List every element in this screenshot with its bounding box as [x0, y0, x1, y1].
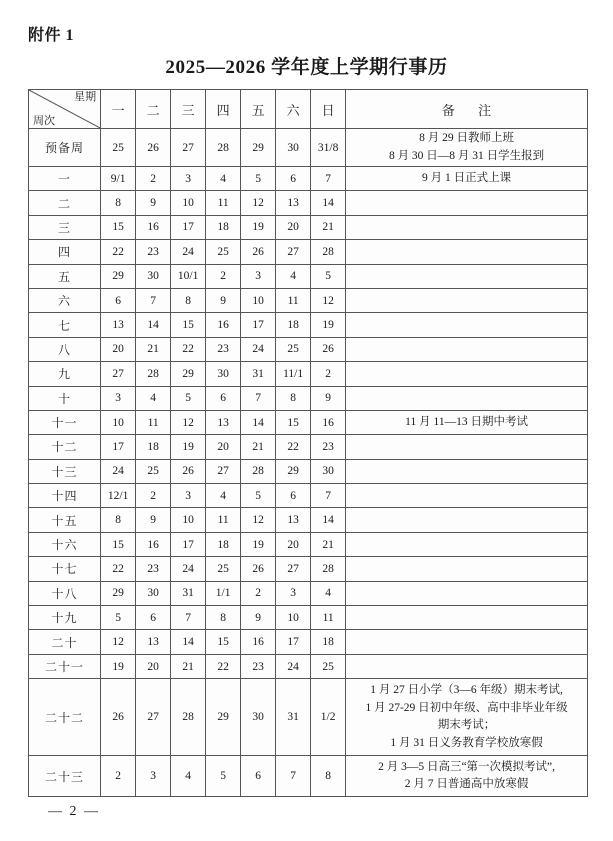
date-cell: 5: [171, 386, 206, 410]
remark-cell: [346, 581, 588, 605]
date-cell: 30: [206, 362, 241, 386]
remark-cell: [346, 362, 588, 386]
table-row: [29, 288, 588, 312]
date-cell: 2: [206, 264, 241, 288]
date-cell: 29: [206, 679, 241, 756]
date-cell: 27: [101, 362, 136, 386]
date-cell: 16: [311, 410, 346, 434]
date-cell: 3: [171, 167, 206, 191]
date-cell: 23: [241, 654, 276, 678]
date-cell: 22: [171, 337, 206, 361]
table-row: [29, 581, 588, 605]
week-label-cell: 十四: [29, 484, 101, 508]
date-cell: 10: [276, 606, 311, 630]
date-cell: 20: [136, 654, 171, 678]
date-cell: 25: [136, 459, 171, 483]
date-cell: 6: [136, 606, 171, 630]
remark-cell: [346, 240, 588, 264]
date-cell: 11: [206, 191, 241, 215]
date-cell: 16: [206, 313, 241, 337]
remark-cell: [346, 435, 588, 459]
weekday-header-thu: 四: [206, 90, 241, 129]
date-cell: 29: [101, 264, 136, 288]
table-row: [29, 435, 588, 459]
date-cell: 9: [136, 508, 171, 532]
date-cell: 21: [241, 435, 276, 459]
remark-cell: [346, 191, 588, 215]
date-cell: 18: [311, 630, 346, 654]
date-cell: 18: [206, 215, 241, 239]
table-row: [29, 756, 588, 797]
date-cell: 6: [241, 756, 276, 797]
date-cell: 8: [171, 288, 206, 312]
date-cell: 28: [136, 362, 171, 386]
weekday-header-sun: 日: [311, 90, 346, 129]
date-cell: 7: [276, 756, 311, 797]
table-row: [29, 630, 588, 654]
date-cell: 3: [101, 386, 136, 410]
date-cell: 26: [101, 679, 136, 756]
date-cell: 15: [276, 410, 311, 434]
weekday-header-mon: 一: [101, 90, 136, 129]
table-row: [29, 337, 588, 361]
date-cell: 17: [241, 313, 276, 337]
date-cell: 17: [171, 532, 206, 556]
remark-line: 1 月 31 日义务教育学校放寒假: [390, 736, 543, 749]
date-cell: 20: [276, 215, 311, 239]
date-cell: 25: [101, 129, 136, 167]
date-cell: 21: [311, 215, 346, 239]
date-cell: 27: [206, 459, 241, 483]
date-cell: 24: [241, 337, 276, 361]
remark-line: 1 月 27 日小学（3—6 年级）期末考试,: [370, 684, 563, 697]
date-cell: 15: [206, 630, 241, 654]
date-cell: 6: [276, 167, 311, 191]
date-cell: 20: [206, 435, 241, 459]
date-cell: 2: [136, 167, 171, 191]
date-cell: 4: [311, 581, 346, 605]
date-cell: 28: [311, 240, 346, 264]
date-cell: 7: [241, 386, 276, 410]
remark-cell: [346, 484, 588, 508]
page-title: 2025—2026 学年度上学期行事历: [165, 57, 448, 78]
date-cell: 1/2: [311, 679, 346, 756]
date-cell: 19: [101, 654, 136, 678]
remark-cell: [346, 654, 588, 678]
date-cell: 7: [311, 167, 346, 191]
date-cell: 22: [206, 654, 241, 678]
table-row: [29, 215, 588, 239]
remark-cell: [346, 167, 588, 191]
date-cell: 30: [136, 264, 171, 288]
date-cell: 20: [101, 337, 136, 361]
corner-weekday-label: 星期: [74, 91, 97, 103]
date-cell: 18: [136, 435, 171, 459]
date-cell: 2: [241, 581, 276, 605]
date-cell: 28: [311, 557, 346, 581]
remark-cell: [346, 386, 588, 410]
date-cell: 4: [136, 386, 171, 410]
date-cell: 12: [171, 410, 206, 434]
week-label-cell: 二: [29, 191, 101, 215]
date-cell: 31: [276, 679, 311, 756]
date-cell: 8: [276, 386, 311, 410]
date-cell: 8: [206, 606, 241, 630]
date-cell: 8: [101, 508, 136, 532]
remark-line: 2 月 3—5 日高三“第一次模拟考试”,: [378, 760, 556, 773]
date-cell: 26: [241, 557, 276, 581]
date-cell: 11/1: [276, 362, 311, 386]
weekday-header-tue: 二: [136, 90, 171, 129]
date-cell: 14: [311, 508, 346, 532]
date-cell: 8: [311, 756, 346, 797]
week-label-cell: 八: [29, 337, 101, 361]
date-cell: 12: [311, 288, 346, 312]
date-cell: 29: [101, 581, 136, 605]
date-cell: 30: [241, 679, 276, 756]
table-row: [29, 508, 588, 532]
date-cell: 22: [276, 435, 311, 459]
remark-cell: [346, 337, 588, 361]
table-row: [29, 532, 588, 556]
remark-cell: [346, 129, 588, 167]
date-cell: 26: [241, 240, 276, 264]
remark-line: 9 月 1 日正式上课: [422, 171, 512, 184]
date-cell: 3: [241, 264, 276, 288]
date-cell: 28: [206, 129, 241, 167]
remark-line: 8 月 30 日—8 月 31 日学生报到: [388, 149, 545, 162]
date-cell: 28: [241, 459, 276, 483]
date-cell: 10: [171, 191, 206, 215]
date-cell: 29: [241, 129, 276, 167]
date-cell: 5: [241, 484, 276, 508]
date-cell: 19: [171, 435, 206, 459]
remarks-header: 备 注: [346, 90, 588, 129]
date-cell: 15: [101, 215, 136, 239]
date-cell: 31: [241, 362, 276, 386]
date-cell: 7: [171, 606, 206, 630]
week-label-cell: 十七: [29, 557, 101, 581]
remark-line: 11 月 11—13 日期中考试: [405, 415, 528, 428]
date-cell: 14: [171, 630, 206, 654]
weekday-header-wed: 三: [171, 90, 206, 129]
date-cell: 6: [276, 484, 311, 508]
table-row: [29, 557, 588, 581]
date-cell: 25: [206, 240, 241, 264]
date-cell: 20: [276, 532, 311, 556]
date-cell: 4: [206, 484, 241, 508]
date-cell: 29: [171, 362, 206, 386]
date-cell: 17: [101, 435, 136, 459]
date-cell: 18: [276, 313, 311, 337]
week-label-cell: 十一: [29, 410, 101, 434]
date-cell: 2: [311, 362, 346, 386]
table-body: [29, 129, 588, 797]
date-cell: 27: [276, 240, 311, 264]
date-cell: 16: [136, 215, 171, 239]
date-cell: 21: [311, 532, 346, 556]
date-cell: 27: [171, 129, 206, 167]
date-cell: 3: [136, 756, 171, 797]
date-cell: 16: [136, 532, 171, 556]
date-cell: 3: [276, 581, 311, 605]
week-label-cell: 十二: [29, 435, 101, 459]
table-row: [29, 167, 588, 191]
table-header: [29, 90, 588, 129]
remark-cell: [346, 215, 588, 239]
table-row: [29, 191, 588, 215]
date-cell: 2: [136, 484, 171, 508]
date-cell: 15: [171, 313, 206, 337]
date-cell: 23: [136, 557, 171, 581]
date-cell: 26: [171, 459, 206, 483]
header-row: [29, 90, 588, 129]
week-label-cell: 二十二: [29, 679, 101, 756]
remark-line: 8 月 29 日教师上班: [419, 132, 514, 145]
table-row: [29, 313, 588, 337]
date-cell: 6: [206, 386, 241, 410]
date-cell: 19: [241, 215, 276, 239]
date-cell: 21: [136, 337, 171, 361]
date-cell: 13: [101, 313, 136, 337]
table-row: [29, 240, 588, 264]
page-number: — 2 —: [48, 804, 100, 819]
date-cell: 28: [171, 679, 206, 756]
remark-cell: [346, 606, 588, 630]
date-cell: 1/1: [206, 581, 241, 605]
date-cell: 30: [276, 129, 311, 167]
date-cell: 4: [171, 756, 206, 797]
table-row: [29, 264, 588, 288]
date-cell: 24: [171, 240, 206, 264]
week-label-cell: 十九: [29, 606, 101, 630]
week-label-cell: 四: [29, 240, 101, 264]
date-cell: 5: [311, 264, 346, 288]
date-cell: 22: [101, 557, 136, 581]
date-cell: 23: [206, 337, 241, 361]
table-row: [29, 410, 588, 434]
date-cell: 9: [206, 288, 241, 312]
remark-cell: [346, 679, 588, 756]
corner-header-cell: [29, 90, 101, 129]
date-cell: 24: [171, 557, 206, 581]
week-label-cell: 二十: [29, 630, 101, 654]
week-label-cell: 十三: [29, 459, 101, 483]
date-cell: 4: [276, 264, 311, 288]
week-label-cell: 十六: [29, 532, 101, 556]
date-cell: 12: [241, 508, 276, 532]
date-cell: 9: [311, 386, 346, 410]
date-cell: 11: [206, 508, 241, 532]
table-row: [29, 459, 588, 483]
date-cell: 11: [276, 288, 311, 312]
weekday-header-fri: 五: [241, 90, 276, 129]
date-cell: 26: [311, 337, 346, 361]
date-cell: 13: [206, 410, 241, 434]
date-cell: 24: [276, 654, 311, 678]
week-label-cell: 十: [29, 386, 101, 410]
date-cell: 27: [276, 557, 311, 581]
remark-cell: [346, 264, 588, 288]
date-cell: 31: [171, 581, 206, 605]
date-cell: 18: [206, 532, 241, 556]
date-cell: 27: [136, 679, 171, 756]
date-cell: 10/1: [171, 264, 206, 288]
remark-cell: [346, 410, 588, 434]
date-cell: 4: [206, 167, 241, 191]
date-cell: 11: [136, 410, 171, 434]
date-cell: 10: [101, 410, 136, 434]
remark-cell: [346, 756, 588, 797]
remark-cell: [346, 288, 588, 312]
date-cell: 11: [311, 606, 346, 630]
date-cell: 5: [101, 606, 136, 630]
date-cell: 10: [241, 288, 276, 312]
week-label-cell: 五: [29, 264, 101, 288]
date-cell: 13: [136, 630, 171, 654]
date-cell: 25: [276, 337, 311, 361]
academic-calendar-table: [28, 89, 588, 797]
date-cell: 25: [311, 654, 346, 678]
date-cell: 7: [136, 288, 171, 312]
remark-line: 2 月 7 日普通高中放寒假: [404, 778, 529, 791]
remark-line: 期末考试；: [437, 719, 496, 732]
date-cell: 3: [171, 484, 206, 508]
date-cell: 14: [241, 410, 276, 434]
date-cell: 21: [171, 654, 206, 678]
week-label-cell: 一: [29, 167, 101, 191]
date-cell: 26: [136, 129, 171, 167]
date-cell: 5: [241, 167, 276, 191]
date-cell: 13: [276, 191, 311, 215]
week-label-cell: 六: [29, 288, 101, 312]
table-row: [29, 484, 588, 508]
date-cell: 22: [101, 240, 136, 264]
week-label-cell: 预备周: [29, 129, 101, 167]
table-row: [29, 386, 588, 410]
remark-cell: [346, 508, 588, 532]
date-cell: 7: [311, 484, 346, 508]
date-cell: 16: [241, 630, 276, 654]
remark-cell: [346, 532, 588, 556]
date-cell: 12: [241, 191, 276, 215]
week-label-cell: 二十一: [29, 654, 101, 678]
date-cell: 13: [276, 508, 311, 532]
week-label-cell: 七: [29, 313, 101, 337]
date-cell: 30: [311, 459, 346, 483]
date-cell: 5: [206, 756, 241, 797]
date-cell: 29: [276, 459, 311, 483]
table-row: [29, 679, 588, 756]
date-cell: 9/1: [101, 167, 136, 191]
date-cell: 25: [206, 557, 241, 581]
date-cell: 24: [101, 459, 136, 483]
remark-cell: [346, 459, 588, 483]
date-cell: 19: [241, 532, 276, 556]
date-cell: 23: [311, 435, 346, 459]
date-cell: 10: [171, 508, 206, 532]
week-label-cell: 三: [29, 215, 101, 239]
weekday-header-sat: 六: [276, 90, 311, 129]
table-row: [29, 129, 588, 167]
date-cell: 9: [241, 606, 276, 630]
date-cell: 17: [171, 215, 206, 239]
corner-week-label: 周次: [33, 114, 55, 127]
date-cell: 12/1: [101, 484, 136, 508]
date-cell: 31/8: [311, 129, 346, 167]
date-cell: 17: [276, 630, 311, 654]
week-label-cell: 九: [29, 362, 101, 386]
week-label-cell: 十八: [29, 581, 101, 605]
table-row: [29, 654, 588, 678]
attachment-label: 附件 1: [28, 27, 75, 44]
date-cell: 9: [136, 191, 171, 215]
week-label-cell: 二十三: [29, 756, 101, 797]
calendar-table-container: [28, 89, 588, 797]
date-cell: 30: [136, 581, 171, 605]
date-cell: 14: [136, 313, 171, 337]
date-cell: 15: [101, 532, 136, 556]
remark-cell: [346, 313, 588, 337]
remark-cell: [346, 630, 588, 654]
date-cell: 23: [136, 240, 171, 264]
week-label-cell: 十五: [29, 508, 101, 532]
date-cell: 8: [101, 191, 136, 215]
date-cell: 19: [311, 313, 346, 337]
date-cell: 12: [101, 630, 136, 654]
date-cell: 14: [311, 191, 346, 215]
table-row: [29, 606, 588, 630]
remark-line: 1 月 27-29 日初中年级、高中非毕业年级: [365, 701, 568, 714]
table-row: [29, 362, 588, 386]
date-cell: 2: [101, 756, 136, 797]
date-cell: 6: [101, 288, 136, 312]
remark-cell: [346, 557, 588, 581]
